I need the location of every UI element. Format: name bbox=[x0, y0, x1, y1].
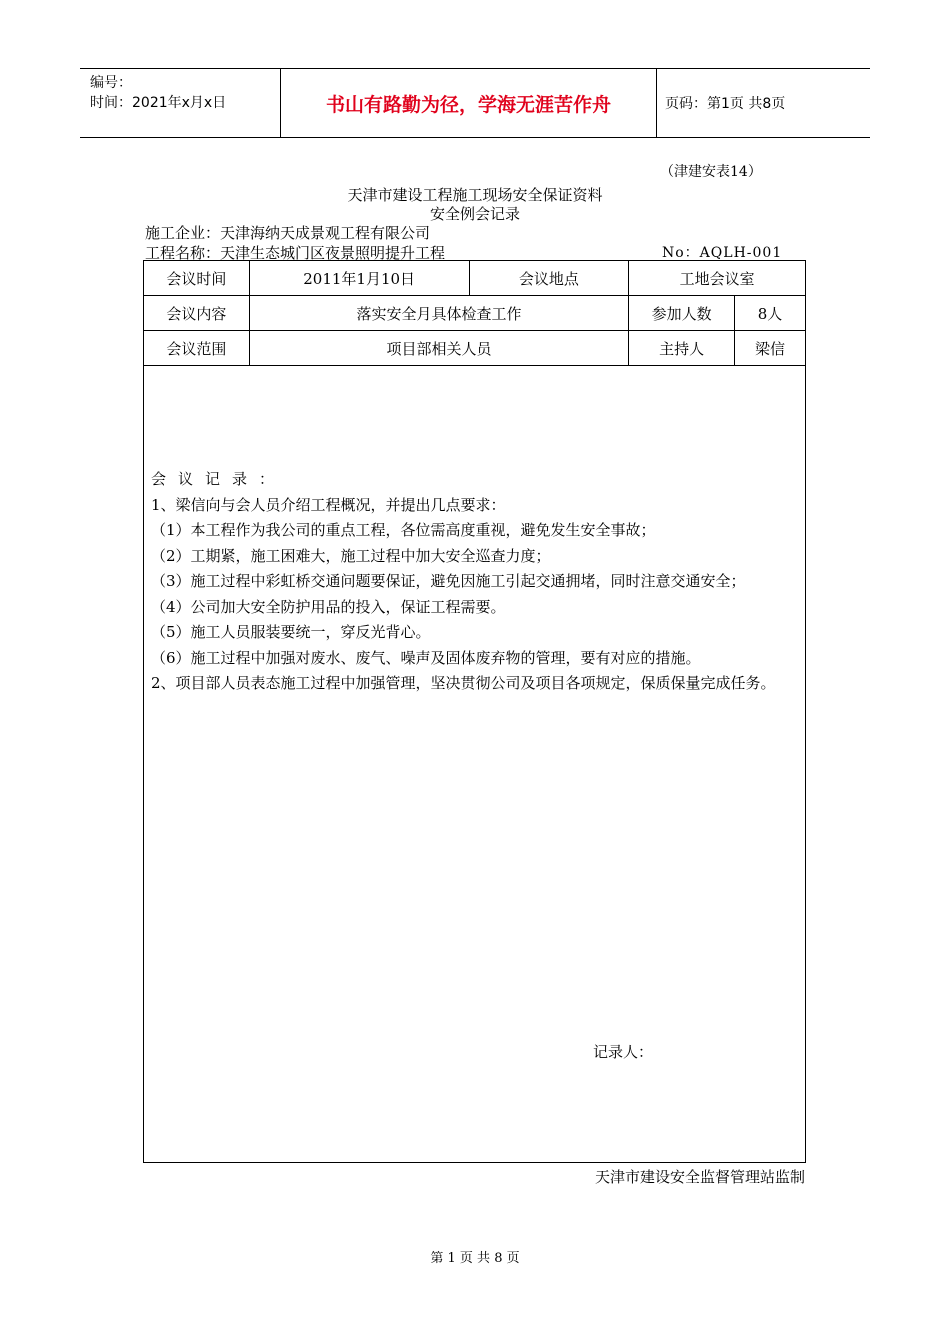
record-line: （5）施工人员服装要统一，穿反光背心。 bbox=[151, 623, 431, 641]
record-line: 1、梁信向与会人员介绍工程概况，并提出几点要求： bbox=[151, 495, 506, 514]
record-line: （6）施工过程中加强对废水、废气、噪声及固体废弃物的管理，要有对应的措施。 bbox=[151, 648, 701, 667]
meeting-scope-value: 项目部相关人员 bbox=[249, 331, 628, 366]
header-meta bbox=[80, 69, 281, 137]
company-line: 施工企业：天津海纳天成景观工程有限公司 bbox=[145, 224, 431, 242]
form-tag: （津建安表14） bbox=[660, 164, 762, 180]
meeting-record-content bbox=[151, 467, 801, 697]
meeting-content-label: 会议内容 bbox=[144, 296, 250, 331]
meeting-place-value: 工地会议室 bbox=[629, 261, 806, 296]
record-heading: 会议记录： bbox=[151, 470, 287, 488]
document-subtitle: 安全例会记录 bbox=[429, 205, 520, 223]
meeting-time-value: 2011年1月10日 bbox=[249, 261, 469, 296]
header-motto: 书山有路勤为径，学海无涯苦作舟 bbox=[281, 69, 657, 137]
table-row bbox=[144, 331, 806, 366]
table-row bbox=[144, 296, 806, 331]
document-title: 天津市建设工程施工现场安全保证资料 bbox=[347, 186, 603, 204]
number-label: 编号： bbox=[90, 75, 132, 91]
meeting-time-label: 会议时间 bbox=[144, 261, 250, 296]
record-line: （1）本工程作为我公司的重点工程，各位需高度重视，避免发生安全事故； bbox=[151, 521, 656, 539]
supervisor-note: 天津市建设安全监督管理站监制 bbox=[594, 1168, 805, 1186]
page-header bbox=[80, 68, 870, 138]
record-line: （2）工期紧，施工困难大，施工过程中加大安全巡查力度； bbox=[151, 546, 551, 565]
header-page-label: 页码：第1页 共8页 bbox=[665, 96, 786, 112]
record-line: （4）公司加大安全防护用品的投入，保证工程需要。 bbox=[151, 597, 506, 616]
attendees-value: 8人 bbox=[735, 296, 806, 331]
meeting-scope-label: 会议范围 bbox=[144, 331, 250, 366]
meeting-content-value: 落实安全月具体检查工作 bbox=[249, 296, 628, 331]
time-label: 时间：2021年x月x日 bbox=[90, 95, 227, 111]
host-value: 梁信 bbox=[735, 331, 806, 366]
meeting-place-label: 会议地点 bbox=[469, 261, 629, 296]
recorder-label: 记录人： bbox=[593, 1043, 654, 1061]
meeting-info-table bbox=[143, 260, 806, 366]
table-row bbox=[144, 261, 806, 296]
record-line: 2、项目部人员表态施工过程中加强管理，坚决贯彻公司及项目各项规定，保质保量完成任务。 bbox=[151, 674, 776, 692]
project-line: 工程名称：天津生态城门区夜景照明提升工程 bbox=[145, 244, 446, 262]
attendees-label: 参加人数 bbox=[629, 296, 735, 331]
host-label: 主持人 bbox=[629, 331, 735, 366]
record-line: （3）施工过程中彩虹桥交通问题要保证，避免因施工引起交通拥堵，同时注意交通安全； bbox=[151, 572, 746, 590]
page-footer: 第 1 页 共 8 页 bbox=[430, 1251, 520, 1266]
document-number: No：AQLH-001 bbox=[662, 245, 783, 261]
